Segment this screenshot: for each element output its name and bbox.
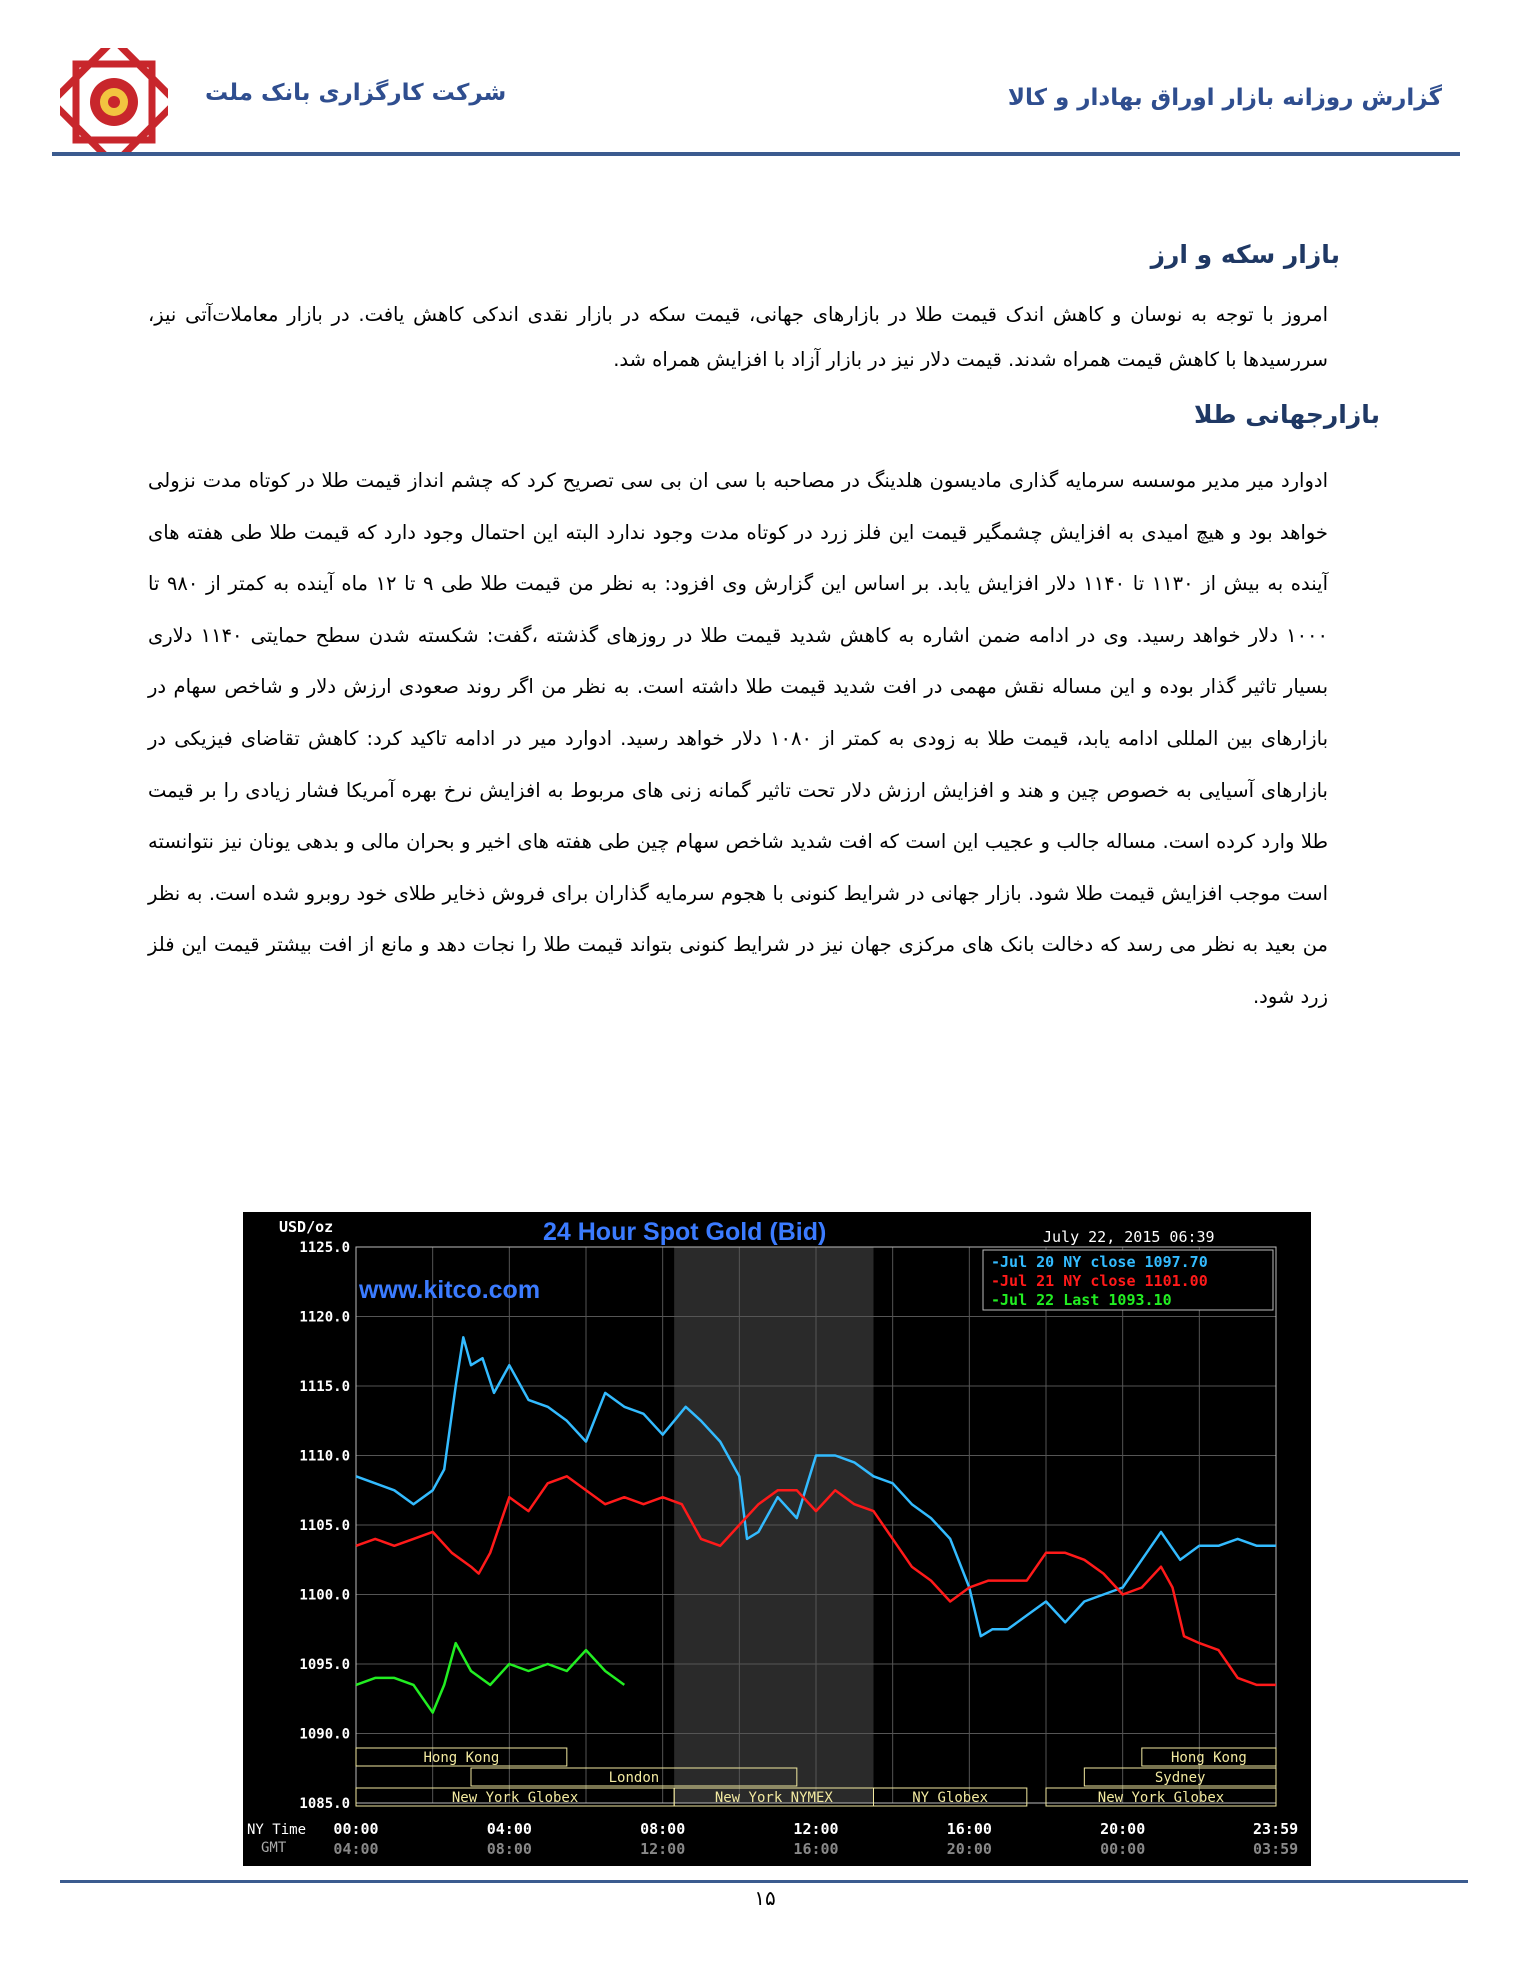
section-heading-coin-currency: بازار سکه و ارز [1150, 240, 1340, 269]
section-heading-global-gold: بازارجهانی طلا [1194, 400, 1380, 429]
chart-y-tick-label: 1090.0 [299, 1726, 350, 1743]
chart-x-tick-label-ny: 20:00 [1100, 1820, 1146, 1838]
chart-y-tick-label: 1095.0 [299, 1657, 350, 1673]
chart-session-label: Hong Kong [1170, 1750, 1247, 1766]
report-title: گزارش روزانه بازار اوراق بهادار و کالا [1007, 85, 1442, 111]
chart-x-row-label-ny: NY Time [247, 1822, 307, 1838]
footer-divider [60, 1880, 1468, 1883]
chart-title: 24 Hour Spot Gold (Bid) [543, 1218, 827, 1246]
chart-legend-entry: -Jul 21 NY close 1101.00 [991, 1272, 1208, 1290]
chart-x-tick-label-ny: 23:59 [1253, 1820, 1299, 1838]
gold-price-chart [243, 1212, 1311, 1866]
chart-session-label: London [608, 1770, 660, 1786]
chart-session-label: NY Globex [912, 1790, 989, 1806]
chart-y-tick-label: 1110.0 [299, 1448, 350, 1465]
chart-x-tick-label-gmt: 03:59 [1253, 1840, 1299, 1858]
chart-watermark: www.kitco.com [359, 1276, 541, 1304]
chart-x-tick-label-ny: 04:00 [486, 1820, 532, 1838]
chart-x-tick-label-gmt: 12:00 [640, 1840, 686, 1858]
header-divider [52, 152, 1460, 156]
chart-y-tick-label: 1115.0 [299, 1379, 350, 1395]
chart-y-tick-label: 1085.0 [299, 1796, 350, 1812]
chart-session-label: Hong Kong [423, 1750, 500, 1766]
chart-legend [983, 1250, 1273, 1310]
chart-session-label: New York NYMEX [714, 1790, 833, 1806]
chart-x-tick-label-ny: 12:00 [793, 1820, 839, 1838]
chart-x-tick-label-gmt: 00:00 [1100, 1840, 1146, 1858]
chart-y-tick-label: 1125.0 [299, 1240, 350, 1256]
chart-x-tick-label-gmt: 08:00 [486, 1840, 532, 1858]
chart-y-label: USD/oz [279, 1218, 334, 1236]
company-name: شرکت کارگزاری بانک ملت [205, 80, 507, 106]
chart-x-tick-label-ny: 16:00 [946, 1820, 992, 1838]
chart-session-label: New York Globex [1097, 1790, 1225, 1806]
chart-y-tick-label: 1105.0 [299, 1518, 350, 1534]
chart-x-tick-label-gmt: 20:00 [946, 1840, 992, 1858]
chart-session-label: Sydney [1154, 1770, 1206, 1786]
chart-legend-entry: -Jul 22 Last 1093.10 [991, 1291, 1172, 1309]
bank-mellat-logo-icon [60, 48, 168, 156]
chart-x-tick-label-ny: 00:00 [333, 1820, 379, 1838]
page-number: ۱۵ [754, 1886, 776, 1910]
chart-y-tick-label: 1120.0 [299, 1309, 350, 1326]
chart-session-label: New York Globex [451, 1790, 579, 1806]
chart-x-tick-label-gmt: 04:00 [333, 1840, 379, 1858]
chart-legend-entry: -Jul 20 NY close 1097.70 [991, 1253, 1208, 1271]
chart-timestamp: July 22, 2015 06:39 [1043, 1228, 1215, 1246]
chart-x-tick-label-ny: 08:00 [640, 1820, 686, 1838]
section-paragraph-global-gold: ادوارد میر مدیر موسسه سرمایه گذاری مادیسون هلدینگ در مصاحبه با سی ان بی سی تصریح کرد که چشم انداز قیمت طلا در کوتاه مدت نزولی خواهد بود و هیچ امیدی به افزایش چشمگیر قیمت این فلز زرد در کوتاه مدت وجود ندارد البته این احتمال وجود دارد که قیمت طلا طی هفته های آینده به بیش از ۱۱۳۰ تا ۱۱۴۰ دلار افزایش یابد. بر اساس این گزارش وی افزود: به نظر من قیمت طلا طی ۹ تا ۱۲ ماه آینده به کمتر از ۹۸۰ تا ۱۰۰۰ دلار خواهد رسید. وی در ادامه ضمن اشاره به کاهش شدید قیمت طلا در روزهای گذشته ،گفت: شکسته شدن سطح حمایتی ۱۱۴۰ دلاری بسیار تاثیر گذار بوده و این مساله نقش مهمی در افت شدید قیمت طلا داشته است. به نظر من اگر روند صعودی ارزش دلار و شاخص سهام در بازارهای بین المللی ادامه یابد، قیمت طلا به زودی به کمتر از ۱۰۸۰ دلار خواهد رسید. ادوارد میر در ادامه تاکید کرد: کاهش تقاضای فیزیکی در بازارهای آسیایی به خصوص چین و هند و افزایش ارزش دلار تحت تاثیر گمانه زنی های مربوط به افزایش نرخ بهره آمریکا فشار زیادی را بر قیمت طلا وارد کرده است. مساله جالب و عجیب این است که افت شدید شاخص سهام چین طی هفته های اخیر و بحران مالی و بدهی یونان نیز نتوانسته است موجب افزایش قیمت طلا شود. بازار جهانی در شرایط کنونی با هجوم سرمایه گذاران برای فروش ذخایر طلای خود روبرو شده است. به نظر من بعید به نظر می رسد که دخالت بانک های مرکزی جهان نیز در شرایط کنونی بتواند قیمت طلا را نجات دهد و مانع از افت بیشتر قیمت این فلز زرد شود. [148, 469, 1329, 1008]
chart-x-tick-label-gmt: 16:00 [793, 1840, 839, 1858]
chart-y-tick-label: 1100.0 [299, 1587, 350, 1604]
section-paragraph-coin-currency: امروز با توجه به نوسان و کاهش اندک قیمت طلا در بازارهای جهانی، قیمت سکه در بازار نقدی اندکی کاهش یافت. در بازار معاملات‌آتی نیز، سررسیدها با کاهش قیمت همراه شدند. قیمت دلار نیز در بازار آزاد با افزایش همراه شد. [148, 303, 1328, 371]
chart-x-row-label-gmt: GMT [261, 1840, 287, 1856]
